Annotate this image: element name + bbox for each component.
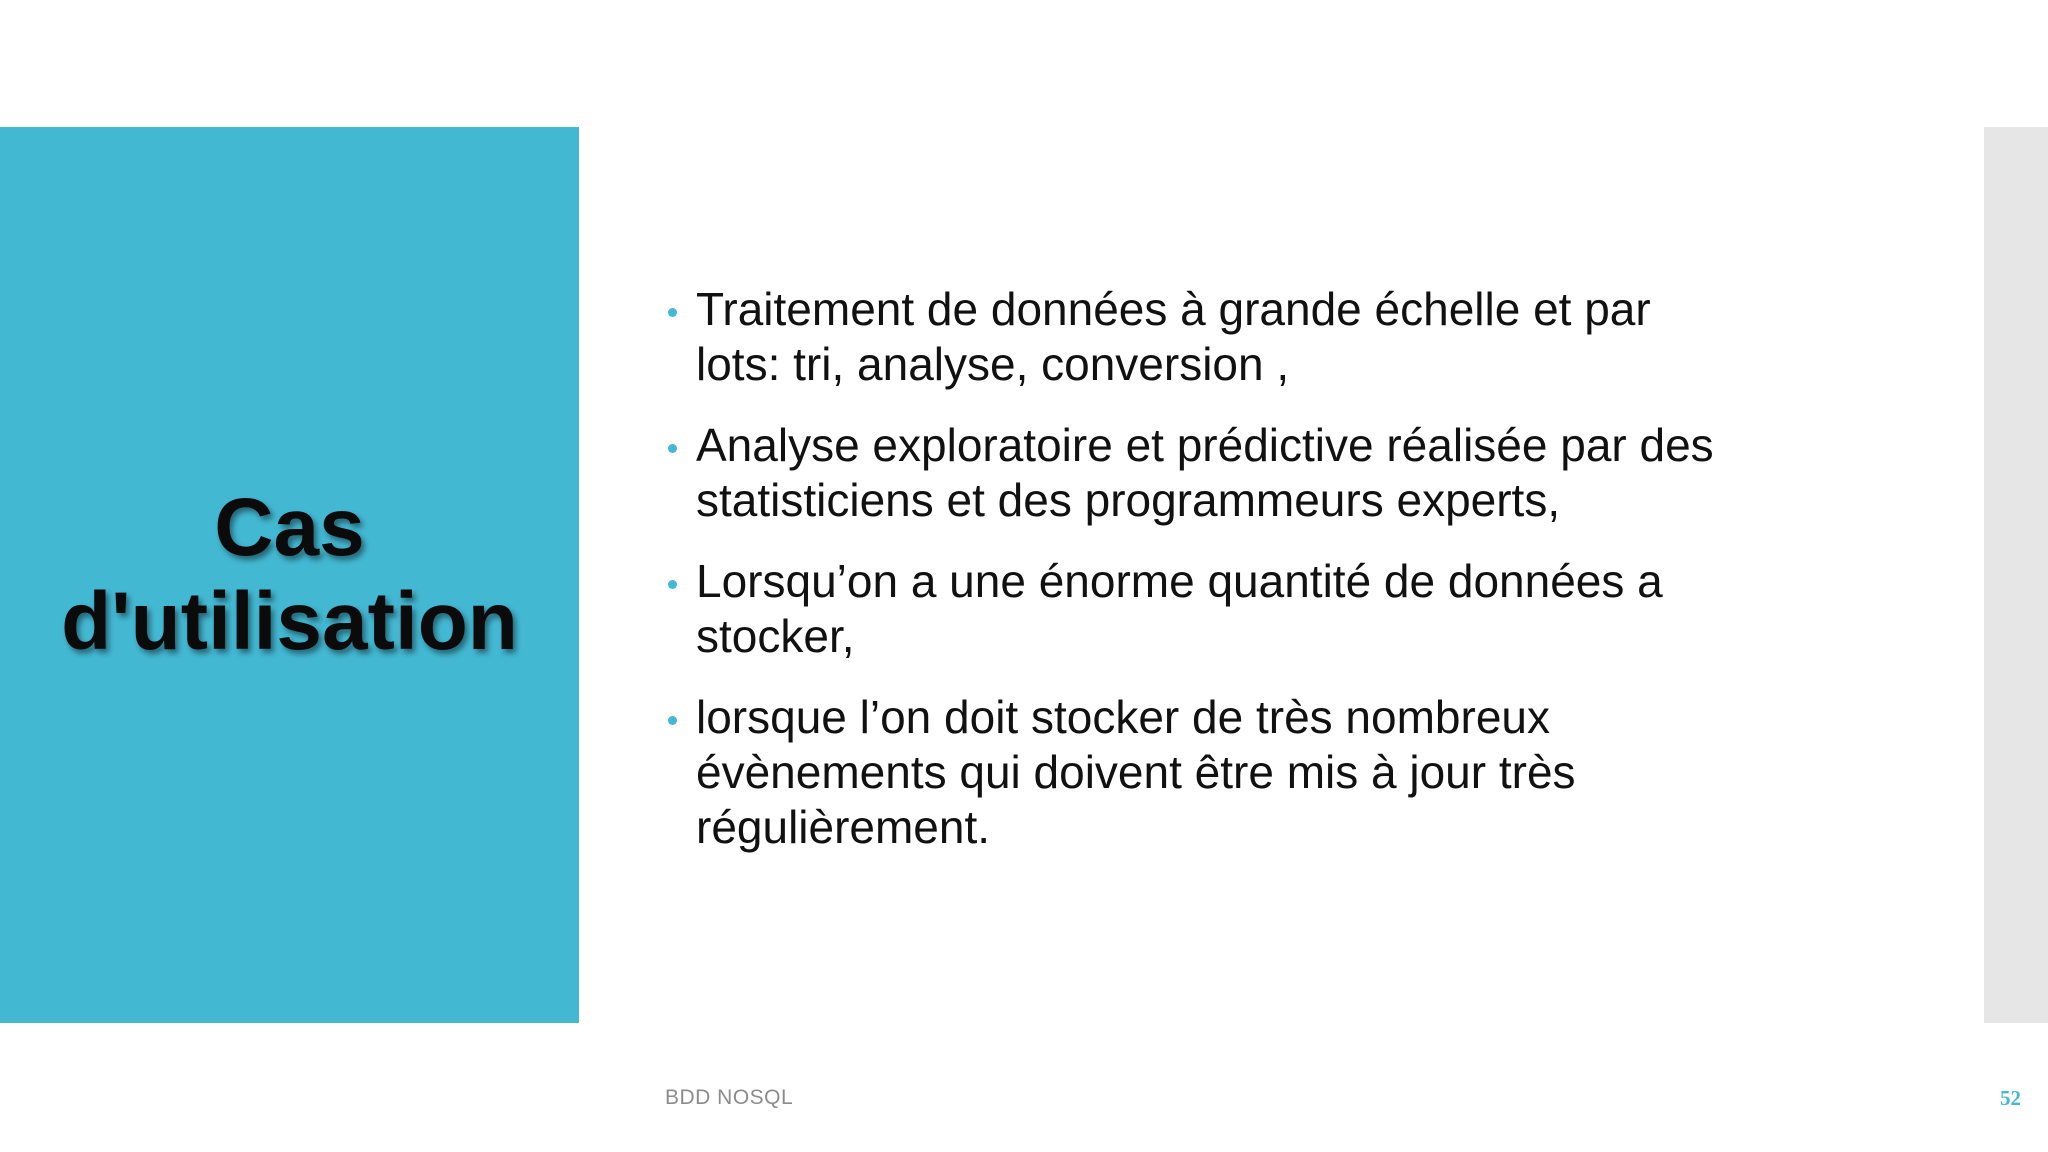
- bullet-line: lots: tri, analyse, conversion ,: [696, 338, 1290, 390]
- bullet-line: Traitement de données à grande échelle et par: [696, 283, 1651, 335]
- bullet-line: statisticiens et des programmeurs experts,: [696, 474, 1561, 526]
- page-number: 52: [2000, 1086, 2021, 1110]
- side-strip: [1984, 127, 2048, 1023]
- bullet-dot-icon: [668, 580, 677, 589]
- bullet-line: stocker,: [696, 610, 855, 662]
- bullet-dot-icon: [668, 308, 677, 317]
- bullet-line: Analyse exploratoire et prédictive réalisée par des: [696, 419, 1714, 471]
- slide-title-line-2: d'utilisation: [61, 576, 518, 667]
- title-panel: [0, 127, 579, 1023]
- slide-title: [61, 481, 518, 669]
- bullet-item: [660, 554, 1960, 664]
- bullet-item: [660, 282, 1960, 392]
- bullet-line: évènements qui doivent être mis à jour très: [696, 746, 1576, 798]
- slide-content: [660, 282, 1960, 881]
- bullet-line: régulièrement.: [696, 801, 991, 853]
- bullet-list: [660, 282, 1960, 855]
- bullet-dot-icon: [668, 444, 677, 453]
- slide-title-line-1: Cas: [214, 482, 365, 573]
- bullet-line: lorsque l’on doit stocker de très nombreux: [696, 691, 1550, 743]
- footer-text: BDD NOSQL: [665, 1086, 794, 1109]
- bullet-item: [660, 418, 1960, 528]
- bullet-item: [660, 690, 1960, 855]
- bullet-dot-icon: [668, 716, 677, 725]
- bullet-line: Lorsqu’on a une énorme quantité de données a: [696, 555, 1663, 607]
